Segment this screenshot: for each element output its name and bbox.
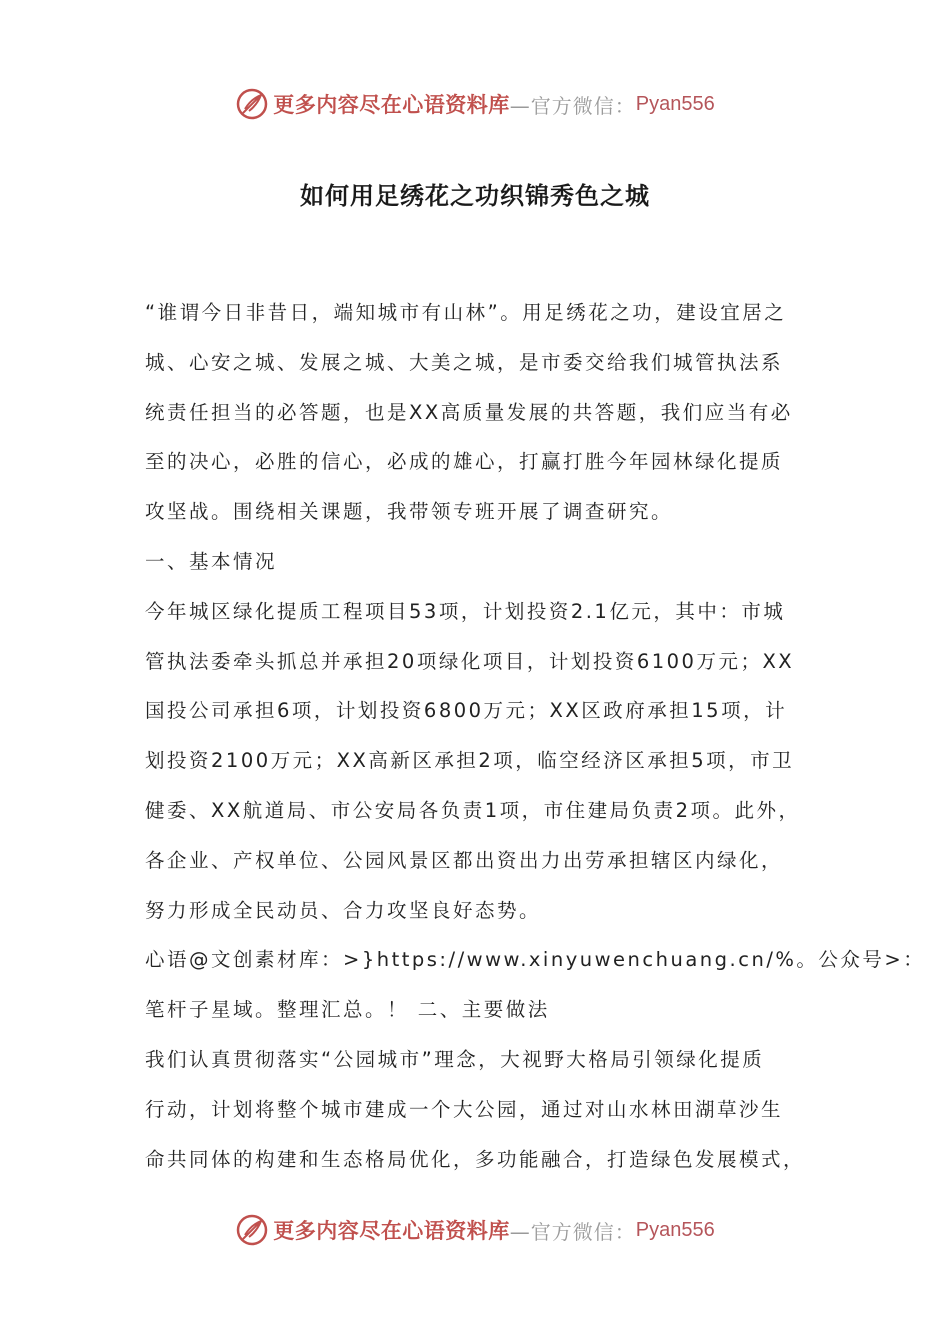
section-heading-basic: 一、基本情况 xyxy=(145,549,278,573)
body-line: 我们认真贯彻落实“公园城市”理念，大视野大格局引领绿化提质 xyxy=(145,1047,765,1071)
watermark-main-text: 更多内容尽在心语资料库 xyxy=(273,92,510,117)
document-title: 如何用足绣花之功织锦秀色之城 xyxy=(300,182,650,210)
body-line: 城、心安之城、发展之城、大美之城，是市委交给我们城管执法系 xyxy=(145,350,784,374)
body-line: 统责任担当的必答题，也是XX高质量发展的共答题，我们应当有必 xyxy=(145,400,793,424)
watermark-id-text: Pyan556 xyxy=(635,1218,715,1241)
section-heading-practices: 笔杆子星域。整理汇总。！ 二、主要做法 xyxy=(145,998,550,1022)
watermark-id-text: Pyan556 xyxy=(635,92,715,115)
document-body xyxy=(145,288,926,1184)
body-line: “谁谓今日非昔日，端知城市有山林”。用足绣花之功，建设宜居之 xyxy=(145,301,787,324)
body-line: 行动，计划将整个城市建成一个大公园，通过对山水林田湖草沙生 xyxy=(145,1097,784,1121)
body-line: 攻坚战。围绕相关课题，我带领专班开展了调查研究。 xyxy=(145,500,674,524)
watermark-main-text: 更多内容尽在心语资料库 xyxy=(273,1218,510,1243)
body-line: 至的决心，必胜的信心，必成的雄心，打赢打胜今年园林绿化提质 xyxy=(145,450,784,474)
body-line: 管执法委牵头抓总并承担20项绿化项目，计划投资6100万元；XX xyxy=(145,649,795,673)
body-line: 国投公司承担6项，计划投资6800万元；XX区政府承担15项，计 xyxy=(145,699,788,723)
watermark-banner-bottom xyxy=(0,1208,950,1252)
watermark-dash-text: —官方微信： xyxy=(509,1219,636,1244)
body-line: 健委、XX航道局、市公安局各负责1项，市住建局负责2项。此外， xyxy=(145,798,801,822)
body-line: 今年城区绿化提质工程项目53项，计划投资2.1亿元，其中：市城 xyxy=(145,599,786,623)
body-line: 各企业、产权单位、公园风景区都出资出力出劳承担辖区内绿化， xyxy=(145,848,784,872)
source-note-line: 心语@文创素材库：>}https://www.xinyuwenchuang.cn/%。公众号>： xyxy=(145,948,926,972)
body-line: 努力形成全民动员、合力攻坚良好态势。 xyxy=(145,898,542,922)
quill-logo-icon xyxy=(235,87,269,121)
body-line: 划投资2100万元；XX高新区承担2项，临空经济区承担5项，市卫 xyxy=(145,749,795,773)
quill-logo-icon xyxy=(235,1213,269,1247)
watermark-banner-top xyxy=(0,82,950,126)
body-line: 命共同体的构建和生态格局优化，多功能融合，打造绿色发展模式， xyxy=(145,1147,806,1171)
watermark-dash-text: —官方微信： xyxy=(509,93,636,118)
